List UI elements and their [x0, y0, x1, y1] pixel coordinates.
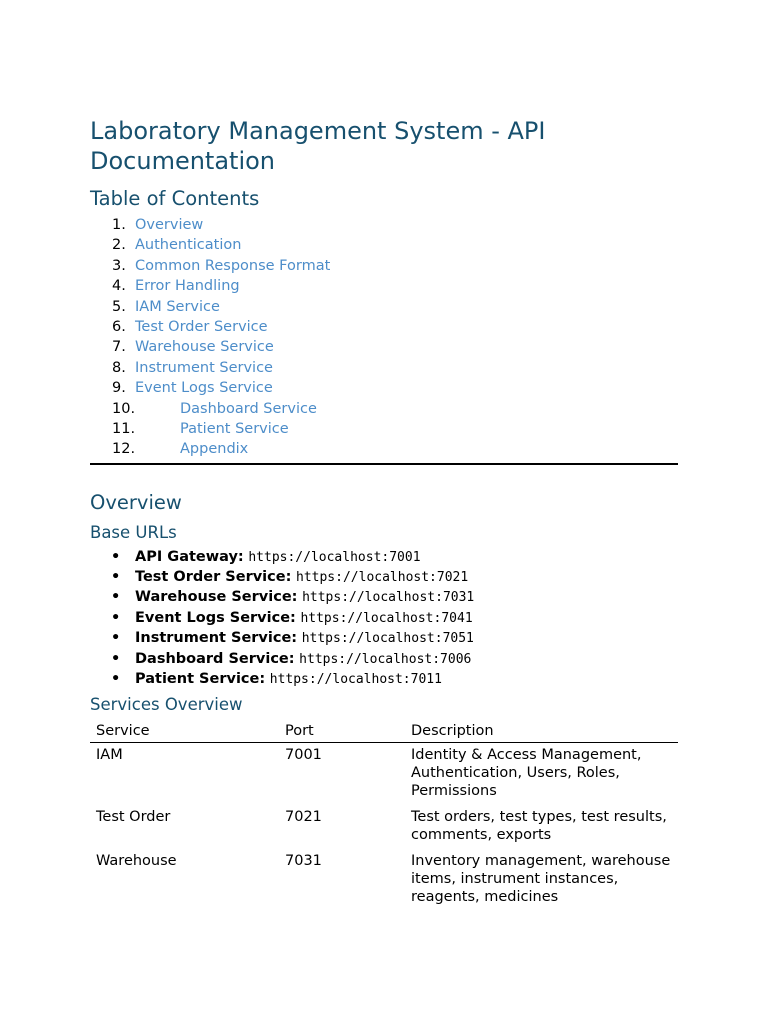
- toc-item-number: 2.: [112, 237, 126, 254]
- toc-item-number: 1.: [112, 217, 126, 233]
- toc-item-number: 10.: [112, 400, 136, 417]
- toc-item-number: 4.: [112, 278, 126, 295]
- bullet-icon: •: [111, 569, 121, 586]
- toc-item: [90, 235, 678, 255]
- toc-link-error-handling[interactable]: Error Handling: [135, 278, 240, 295]
- service-url: https://localhost:7001: [248, 549, 421, 565]
- toc-link-authentication[interactable]: Authentication: [135, 237, 242, 254]
- service-url: https://localhost:7051: [301, 631, 474, 647]
- base-urls-list: [90, 547, 678, 690]
- toc-item: [90, 256, 678, 276]
- cell-port: 7021: [285, 809, 322, 826]
- toc-item: [90, 439, 678, 459]
- bullet-icon: •: [111, 548, 121, 565]
- column-header-port: Port: [279, 719, 405, 743]
- table-row: [90, 743, 678, 806]
- service-url: https://localhost:7041: [300, 610, 473, 626]
- toc-item: [90, 419, 678, 439]
- toc-item-number: 3.: [112, 257, 126, 274]
- toc-link-overview[interactable]: Overview: [135, 217, 204, 233]
- cell-port: 7001: [285, 747, 322, 764]
- toc-item: [90, 297, 678, 317]
- document-page: [90, 116, 678, 911]
- horizontal-rule: [90, 463, 678, 465]
- bullet-icon: •: [111, 609, 121, 626]
- service-name: Patient Service:: [135, 671, 266, 688]
- toc-item-number: 11.: [112, 420, 136, 437]
- cell-description: Inventory management, warehouse items, instrument instances, reagents, medicines: [411, 853, 671, 906]
- toc-item: [90, 317, 678, 337]
- service-url: https://localhost:7021: [296, 570, 469, 586]
- table-of-contents: [90, 215, 678, 460]
- toc-item-number: 5.: [112, 298, 126, 315]
- list-item: [90, 547, 678, 567]
- toc-link-warehouse-service[interactable]: Warehouse Service: [135, 339, 274, 356]
- toc-heading: Table of Contents: [90, 187, 260, 210]
- list-item: [90, 608, 678, 628]
- cell-description: Test orders, test types, test results, comments, exports: [411, 809, 667, 844]
- service-name: Instrument Service:: [135, 630, 298, 647]
- toc-item: [90, 276, 678, 296]
- cell-service: Test Order: [96, 809, 171, 826]
- bullet-icon: •: [111, 589, 121, 606]
- list-item: [90, 649, 678, 669]
- toc-item: [90, 378, 678, 398]
- overview-section: [90, 491, 678, 912]
- cell-service: IAM: [96, 747, 123, 764]
- toc-link-appendix[interactable]: Appendix: [180, 441, 249, 458]
- toc-item: [90, 215, 678, 235]
- toc-link-iam-service[interactable]: IAM Service: [135, 298, 220, 315]
- service-name: Dashboard Service:: [135, 650, 295, 667]
- toc-link-instrument-service[interactable]: Instrument Service: [135, 359, 273, 376]
- page-title: Laboratory Management System - API Documentation: [90, 117, 546, 175]
- service-url: https://localhost:7011: [269, 672, 442, 688]
- base-urls-heading: Base URLs: [90, 522, 177, 542]
- table-header-row: [90, 719, 678, 743]
- column-header-service: Service: [90, 719, 279, 743]
- list-item: [90, 628, 678, 648]
- toc-link-dashboard-service[interactable]: Dashboard Service: [180, 400, 317, 417]
- toc-item: [90, 358, 678, 378]
- toc-item: [90, 337, 678, 357]
- service-name: Test Order Service:: [135, 569, 292, 586]
- toc-item-number: 7.: [112, 339, 126, 356]
- table-row: [90, 805, 678, 849]
- service-name: Warehouse Service:: [135, 589, 298, 606]
- list-item: [90, 587, 678, 607]
- service-name: Event Logs Service:: [135, 609, 296, 626]
- toc-item-number: 6.: [112, 318, 126, 335]
- toc-link-patient-service[interactable]: Patient Service: [180, 420, 289, 437]
- toc-item-number: 12.: [112, 441, 136, 458]
- service-name: API Gateway:: [135, 548, 244, 565]
- table-row: [90, 849, 678, 911]
- column-header-description: Description: [405, 719, 678, 743]
- cell-service: Warehouse: [96, 853, 177, 870]
- cell-port: 7031: [285, 853, 322, 870]
- bullet-icon: •: [111, 630, 121, 647]
- toc-link-common-response-format[interactable]: Common Response Format: [135, 257, 331, 274]
- services-overview-heading: Services Overview: [90, 695, 243, 715]
- overview-heading: Overview: [90, 490, 182, 514]
- list-item: [90, 567, 678, 587]
- toc-item-number: 9.: [112, 380, 126, 397]
- toc-link-test-order-service[interactable]: Test Order Service: [135, 318, 268, 335]
- service-url: https://localhost:7006: [299, 651, 472, 667]
- list-item: [90, 669, 678, 689]
- toc-item-number: 8.: [112, 359, 126, 376]
- bullet-icon: •: [111, 650, 121, 667]
- service-url: https://localhost:7031: [302, 590, 475, 606]
- toc-item: [90, 399, 678, 419]
- toc-link-event-logs-service[interactable]: Event Logs Service: [135, 380, 273, 397]
- services-table: [90, 719, 678, 911]
- cell-description: Identity & Access Management, Authentication, Users, Roles, Permissions: [411, 747, 642, 800]
- bullet-icon: •: [111, 671, 121, 688]
